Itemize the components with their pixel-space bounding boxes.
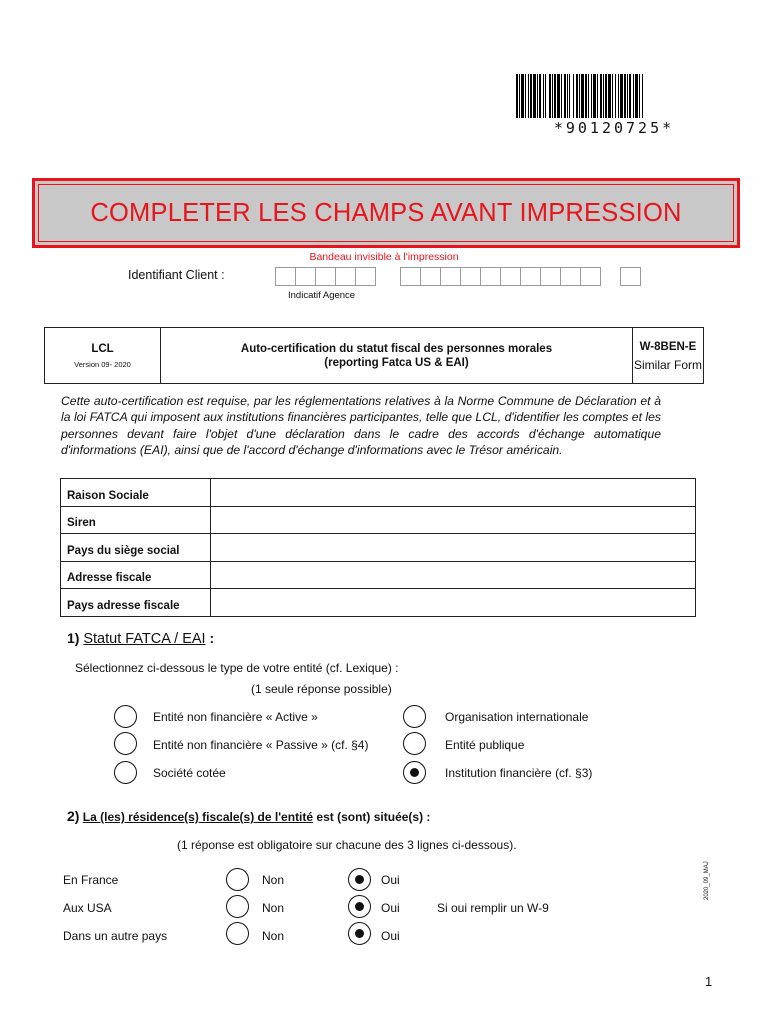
residence-label: En France [63, 873, 119, 887]
option-label: Entité non financière « Active » [153, 710, 318, 724]
header-title-cell [161, 328, 633, 383]
radio-entite-passive[interactable] [114, 732, 137, 755]
option-label: Entité publique [445, 738, 525, 752]
section2-note: (1 réponse est obligatoire sur chacune des 3 lignes ci-dessous). [177, 838, 517, 852]
client-id-label: Identifiant Client : [128, 268, 225, 282]
section1-instruction: Sélectionnez ci-dessous le type de votre entité (cf. Lexique) : [75, 661, 399, 675]
pays-adresse-field[interactable] [211, 589, 696, 617]
adresse-fiscale-field[interactable] [211, 561, 696, 589]
radio-institution-financiere[interactable] [403, 761, 426, 784]
option-label: Société cotée [153, 766, 226, 780]
account-number-box[interactable] [500, 267, 521, 286]
account-number-box[interactable] [460, 267, 481, 286]
option-label: Entité non financière « Passive » (cf. §4) [153, 738, 369, 752]
form-title-line1: Auto-certification du statut fiscal des personnes morales [240, 342, 553, 355]
agence-code-box[interactable] [335, 267, 356, 286]
account-number-box[interactable] [560, 267, 581, 286]
row-label: Siren [61, 506, 211, 534]
section2-title-rest: est (sont) située(s) : [313, 810, 431, 824]
account-number-box[interactable] [540, 267, 561, 286]
section1-number: 1) [67, 630, 80, 646]
table-row [61, 534, 696, 562]
form-subtitle: Similar Form [634, 357, 702, 372]
section1-colon: : [209, 630, 215, 646]
section2-title: La (les) résidence(s) fiscale(s) de l'entité [82, 810, 314, 824]
agence-code-box[interactable] [295, 267, 316, 286]
residence-label: Dans un autre pays [63, 929, 168, 943]
key-box[interactable] [620, 267, 641, 286]
bank-name: LCL [91, 343, 114, 355]
raison-sociale-field[interactable] [211, 479, 696, 507]
radio-entite-active[interactable] [114, 705, 137, 728]
banner-title: COMPLETER LES CHAMPS AVANT IMPRESSION [90, 198, 682, 227]
residence-label: Aux USA [63, 901, 112, 915]
radio-organisation-internationale[interactable] [403, 705, 426, 728]
radio-usa-non[interactable] [226, 895, 249, 918]
section2-number: 2) [67, 808, 80, 824]
table-row [61, 561, 696, 589]
option-label: Organisation internationale [445, 710, 589, 724]
entity-identity-table [60, 478, 696, 617]
no-label: Non [262, 929, 285, 943]
barcode-text: *90120725* [553, 119, 675, 137]
radio-autre-oui[interactable] [348, 922, 371, 945]
w9-note: Si oui remplir un W-9 [437, 901, 549, 915]
agence-label: Indicatif Agence [288, 290, 356, 301]
siren-field[interactable] [211, 506, 696, 534]
form-header [44, 327, 704, 384]
pays-siege-field[interactable] [211, 534, 696, 562]
form-code: W-8BEN-E [639, 340, 697, 353]
form-version: Version 09- 2020 [74, 360, 131, 369]
account-number-boxes[interactable] [400, 267, 600, 286]
account-number-box[interactable] [520, 267, 541, 286]
account-number-box[interactable] [440, 267, 461, 286]
row-label: Pays du siège social [61, 534, 211, 562]
header-code-cell [633, 328, 703, 383]
radio-societe-cotee[interactable] [114, 761, 137, 784]
radio-autre-non[interactable] [226, 922, 249, 945]
yes-label: Oui [381, 873, 400, 887]
section1-title: Statut FATCA / EAI [83, 631, 206, 647]
option-label: Institution financière (cf. §3) [445, 766, 593, 780]
account-number-box[interactable] [580, 267, 601, 286]
agence-code-box[interactable] [355, 267, 376, 286]
row-label: Raison Sociale [61, 479, 211, 507]
yes-label: Oui [381, 929, 400, 943]
intro-paragraph: Cette auto-certification est requise, par les réglementations relatives à la Norme Commune de Déclaration et à la loi FATCA qui imposent aux institutions financières participantes, telle que LCL, d'identifier les comptes et les personnes devant faire l'objet d'une déclaration dans le cadre des accords d'échange automatique d'informations (EAI), ainsi que de l'accord d'échange d'informations avec le Trésor américain. [61, 394, 661, 458]
agence-code-boxes[interactable] [275, 267, 375, 286]
page-number: 1 [705, 974, 713, 989]
agence-code-box[interactable] [315, 267, 336, 286]
radio-france-non[interactable] [226, 868, 249, 891]
no-label: Non [262, 901, 285, 915]
table-row [61, 479, 696, 507]
banner-note: Bandeau invisible à l'impression [309, 251, 459, 263]
row-label: Pays adresse fiscale [61, 589, 211, 617]
print-banner [32, 178, 740, 248]
account-number-box[interactable] [400, 267, 421, 286]
header-bank-cell [45, 328, 161, 383]
account-number-box[interactable] [480, 267, 501, 286]
radio-usa-oui[interactable] [348, 895, 371, 918]
section1-heading [67, 630, 214, 647]
account-number-box[interactable] [420, 267, 441, 286]
no-label: Non [262, 873, 285, 887]
section2-heading [67, 808, 430, 824]
table-row [61, 506, 696, 534]
key-box-row[interactable] [620, 267, 640, 286]
agence-code-box[interactable] [275, 267, 296, 286]
barcode [516, 74, 712, 118]
section1-note: (1 seule réponse possible) [251, 682, 392, 696]
yes-label: Oui [381, 901, 400, 915]
side-revision-code: 2020_09_MAJ [704, 861, 710, 900]
row-label: Adresse fiscale [61, 561, 211, 589]
radio-entite-publique[interactable] [403, 732, 426, 755]
table-row [61, 589, 696, 617]
radio-france-oui[interactable] [348, 868, 371, 891]
form-title-line2: (reporting Fatca US & EAI) [324, 356, 469, 369]
